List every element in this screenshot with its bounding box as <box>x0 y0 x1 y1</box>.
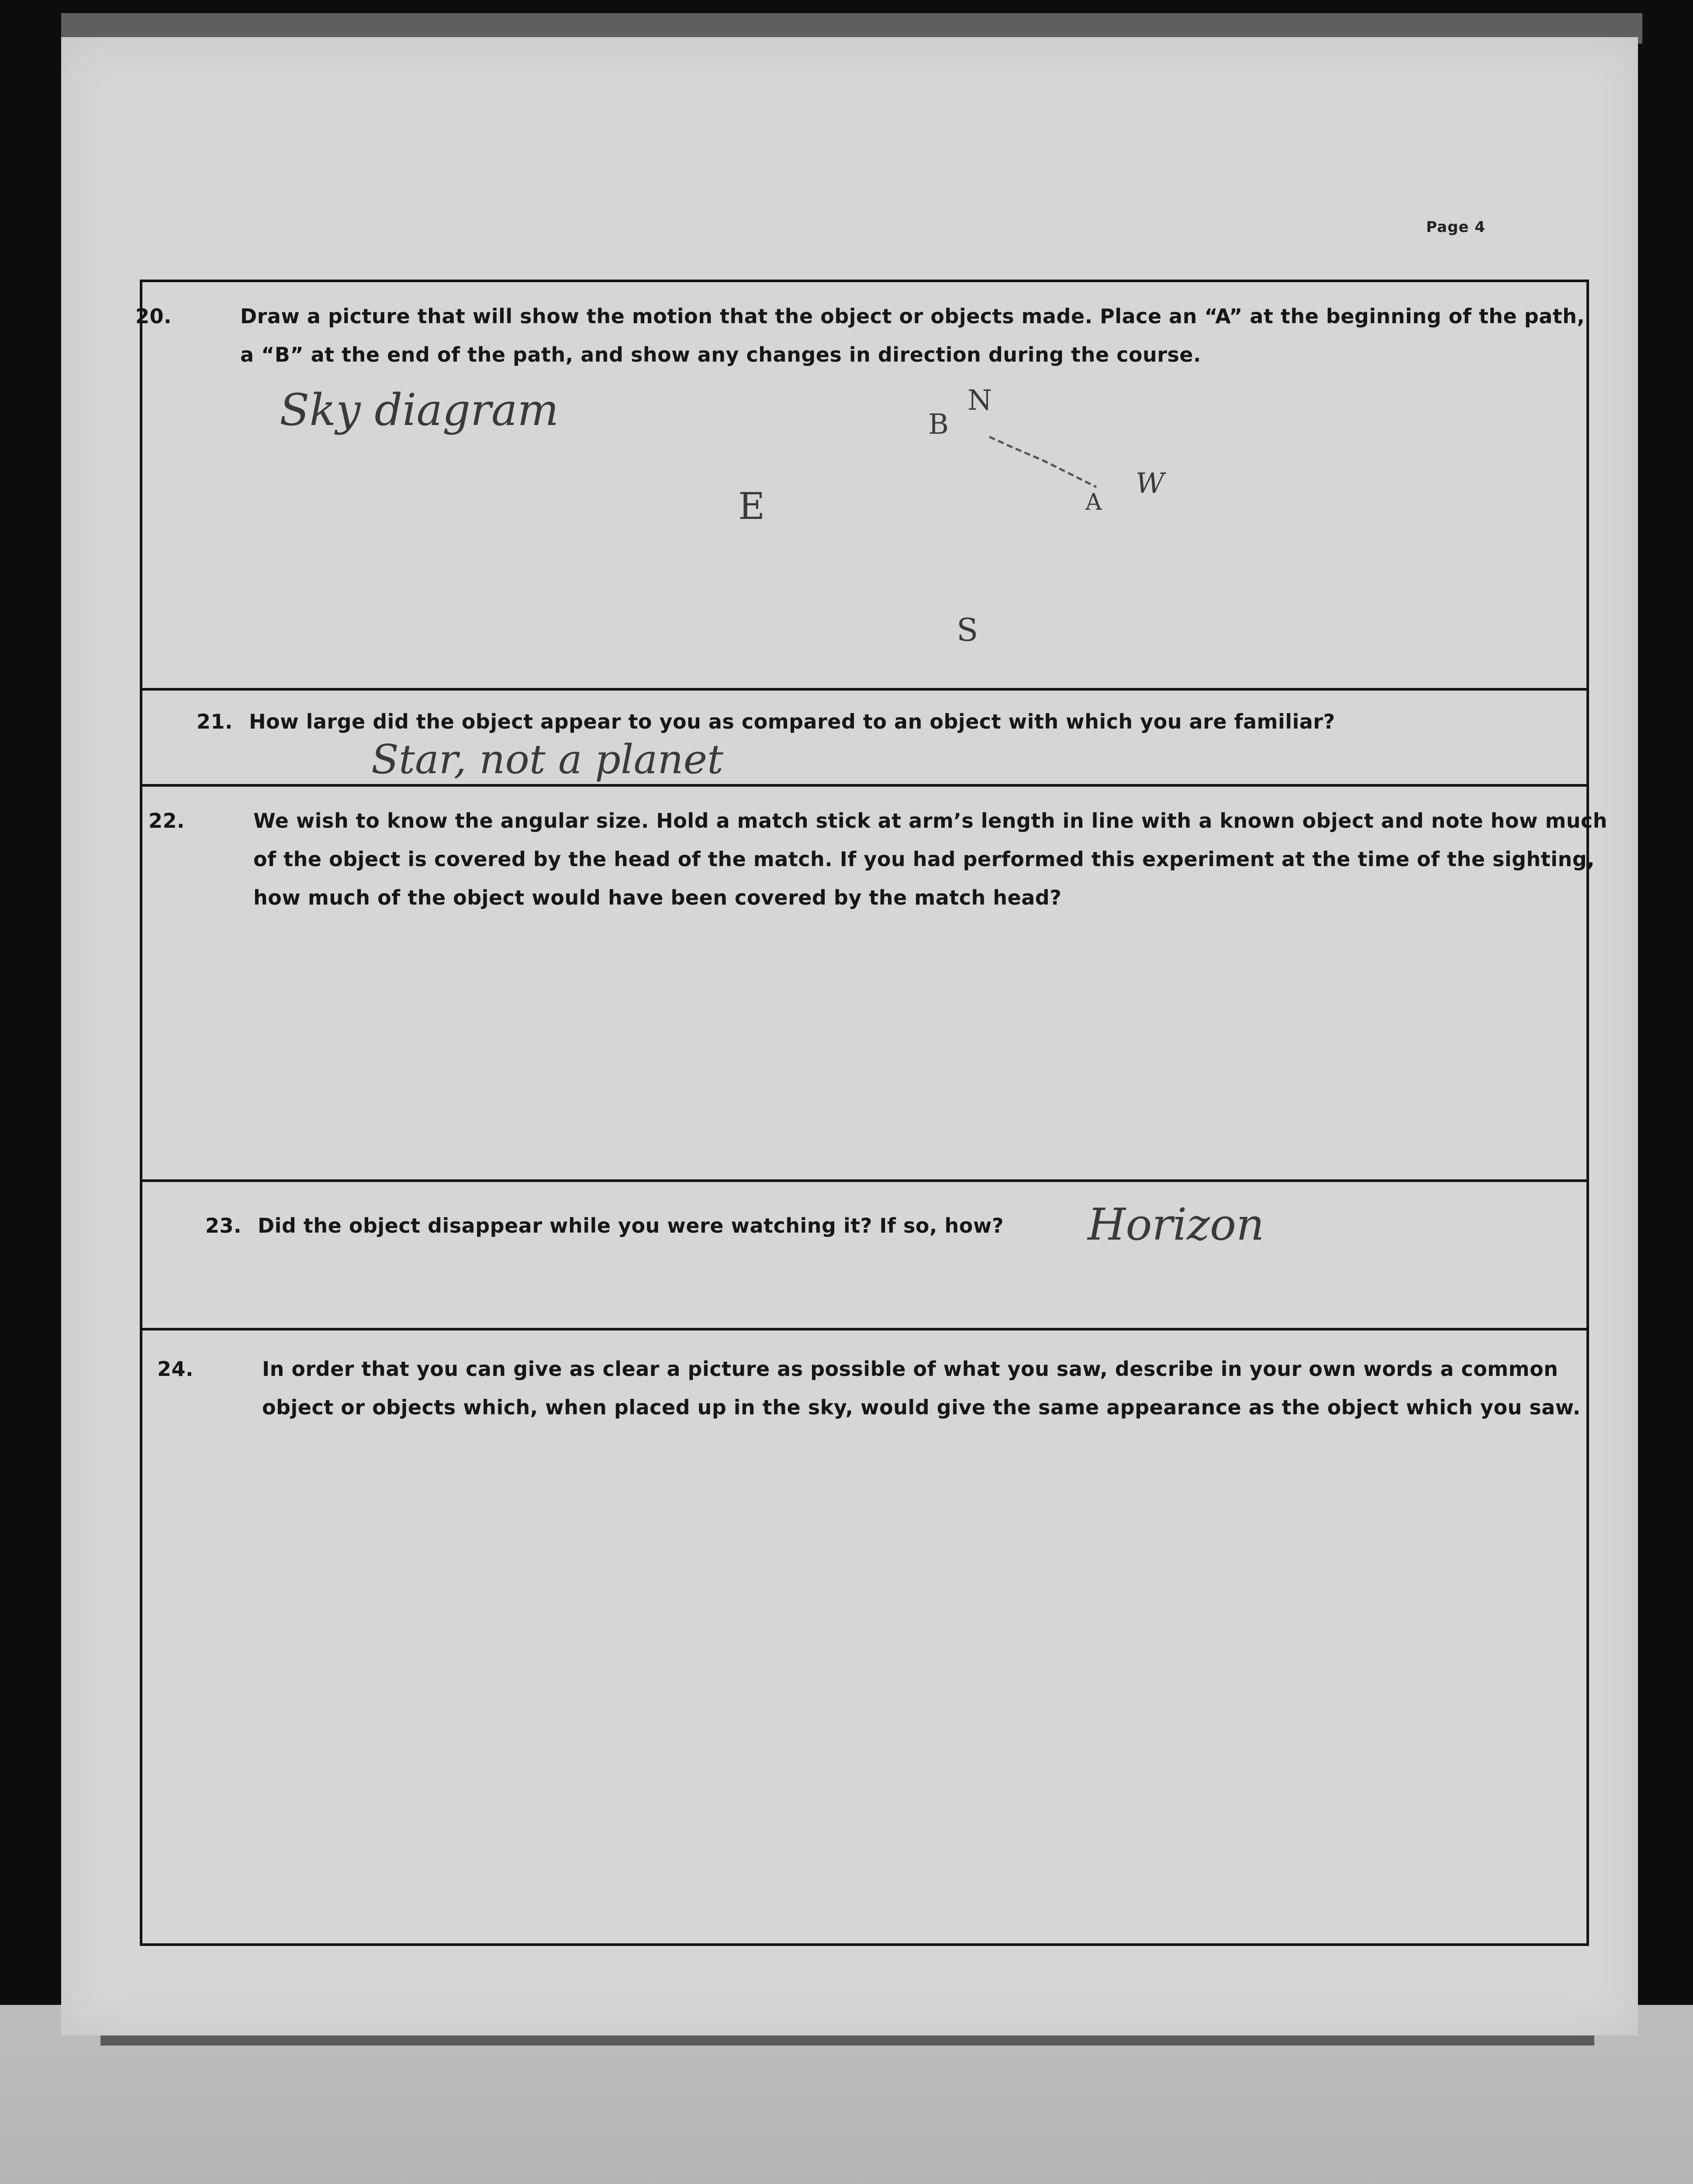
question-22-number: 22. <box>149 809 185 833</box>
question-24-text: In order that you can give as clear a picture as possible of what you saw, describe in your own words a common object or objects which, when placed up in the sky, would give the same appearance as the object which you saw. <box>262 1357 1581 1419</box>
page-number: Page 4 <box>1426 218 1486 236</box>
question-20-text: Draw a picture that will show the motion that the object or objects made. Place an “A” at the beginning of the path, a “B” at the end of the path, and show any changes in direction during the course. <box>240 304 1585 366</box>
question-23-answer: Horizon <box>1088 1199 1265 1250</box>
question-20-number: 20. <box>135 304 172 328</box>
diagram-start-label: A <box>1085 489 1102 515</box>
question-22 <box>149 802 1612 917</box>
question-24 <box>157 1350 1607 1427</box>
diagram-north-label: N <box>967 384 992 417</box>
diagram-east-label: E <box>738 485 765 528</box>
question-23-number: 23. <box>205 1214 242 1237</box>
question-22-text: We wish to know the angular size. Hold a match stick at arm’s length in line with a known object and note how much of the object is covered by the head of the match. If you had performed this experiment at the time of the sighting, how much of the object would have been covered by the match head? <box>253 809 1608 909</box>
question-23 <box>205 1206 1079 1245</box>
question-21 <box>197 702 1551 741</box>
question-23-text: Did the object disappear while you were watching it? If so, how? <box>258 1214 1004 1237</box>
question-21-number: 21. <box>197 710 233 733</box>
question-21-text: How large did the object appear to you as compared to an object with which you are familiar? <box>249 710 1335 733</box>
question-24-number: 24. <box>157 1357 193 1381</box>
diagram-west-label: W <box>1136 467 1164 500</box>
question-20-answer: Sky diagram <box>280 384 559 435</box>
question-21-answer: Star, not a planet <box>371 736 723 783</box>
diagram-end-label: B <box>928 408 949 441</box>
diagram-south-label: S <box>957 612 978 648</box>
